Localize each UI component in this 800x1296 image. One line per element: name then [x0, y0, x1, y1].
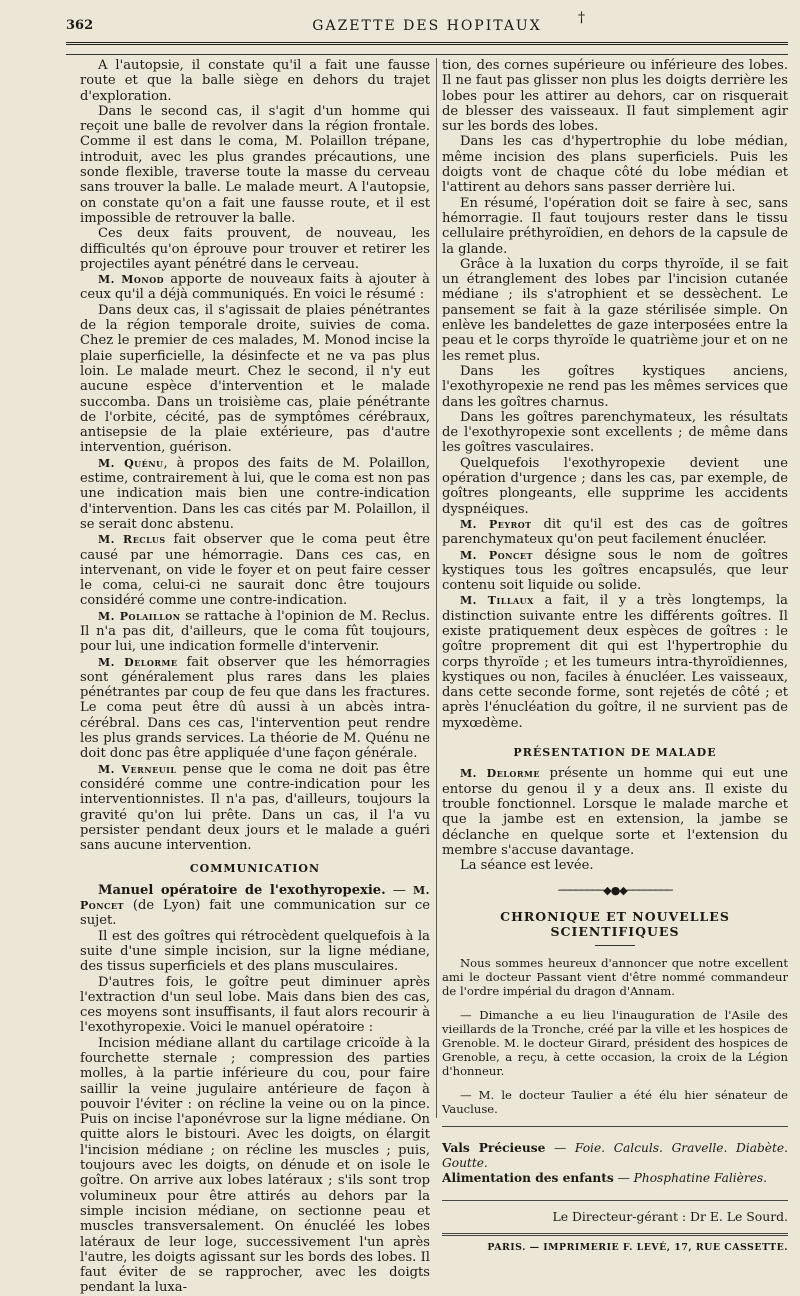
- speaker-name: M. Polaillon: [98, 609, 181, 623]
- paragraph-text: fait observer que les hémorragies sont généralement plus rares dans les plaies pénétrantes par coup de feu que dans les fractures. Le coma peut être dû aussi à un abcès intra-cérébral. Dans ces cas, l'intervention peut rendre les plus grands services. La théorie de M. Quénu ne doit donc pas être appliquée d'une façon générale.: [80, 654, 431, 762]
- paragraph-reclus: [80, 532, 430, 608]
- speaker-name: M. Monod: [98, 273, 165, 287]
- paragraph: Il est des goîtres qui rétrocèdent quelquefois à la suite d'une simple incision, sur la ligne médiane, des tissus superficiels et des plans musculaires.: [80, 928, 430, 975]
- communication-title: Manuel opératoire de l'exothyropexie.: [98, 882, 386, 898]
- dagger-mark: †: [578, 10, 585, 26]
- short-rule: [595, 945, 635, 946]
- advertisement-alimentation: [442, 1171, 788, 1186]
- paragraph-delorme: [80, 655, 430, 762]
- paragraph-text: , à propos des faits de M. Polaillon, estime, contrairement à lui, que le coma est non pas une indication mais bien une contre-indication d'intervention. Dans les cas cités par M. Polaillon, il se serait donc abstenu.: [80, 455, 431, 532]
- seance-closing: La séance est levée.: [460, 858, 594, 874]
- paragraph: Quelquefois l'exothyropexie devient une opération d'urgence ; dans les cas, par exemple, de goîtres plongeants, elle supprime les accidents dyspnéiques.: [442, 455, 788, 517]
- section-heading-communication: COMMUNICATION: [189, 862, 321, 876]
- ad-text: — Phosphatine Falières.: [613, 1171, 768, 1186]
- paragraph-text: a fait, il y a très longtemps, la distinction suivante entre les différents goîtres. Il existe pratiquement deux espèces de goîtres : le goître proprement dit qui est l'hypertrophie du corps thyroïde ; et les tumeurs intra-thyroïdiennes, kystiques ou non, faciles à énucléer. Les vaisseaux, dans cette seconde forme, sont rejetés de côté ; et après l'énucléation du goître, il ne survient pas de myxœdème.: [442, 593, 788, 731]
- section-heading-presentation: PRÉSENTATION DE MALADE: [513, 746, 717, 760]
- speaker-name: M. Reclus: [98, 533, 166, 547]
- paragraph-tillaux: [442, 593, 788, 731]
- journal-title: GAZETTE DES HOPITAUX: [312, 18, 542, 34]
- chronique-section: [442, 883, 788, 1254]
- paragraph-text: fait observer que le coma peut être causé par une hémorragie. Dans ces cas, en intervenant, on vide le foyer et on peut faire cesser le coma, celui-ci ne saurait donc être toujours considéré comme une contre-indication.: [80, 532, 431, 609]
- speaker-name: M. Poncet: [460, 548, 533, 562]
- ad-brand: Vals Précieuse: [442, 1141, 546, 1156]
- paragraph-verneuil: [80, 762, 430, 854]
- news-item: — Dimanche a eu lieu l'inauguration de l'Asile des vieillards de la Tronche, créé par la ville et les hospices de Grenoble. M. le docteur Girard, président des hospices de Grenoble, a reçu, à cette occasion, la croix de la Légion d'honneur.: [442, 1008, 788, 1079]
- right-column: [442, 58, 788, 1255]
- paragraph: A l'autopsie, il constate qu'il a fait une fausse route et que la balle siège en dehors du trajet d'exploration.: [80, 58, 430, 104]
- speaker-name: M. Tillaux: [460, 594, 534, 608]
- paragraph: Dans les cas d'hypertrophie du lobe médian, même incision des plans superficiels. Puis les doigts vont de chaque côté du lobe médian et l'attirent au dehors sans passer derrière lui.: [442, 134, 788, 196]
- paragraph-text: pense que le coma ne doit pas être considéré comme une contre-indication pour les interventionnistes. Il n'a pas, d'ailleurs, toujours la gravité qu'on lui prête. Dans un cas, il l'a vu persister pendant deux jours et le malade a guéri sans aucune intervention.: [80, 761, 430, 854]
- paragraph-peyrot: [442, 517, 788, 548]
- paragraph-quenu: [80, 456, 430, 532]
- left-column: [80, 58, 430, 1296]
- speaker-name: M. Delorme: [98, 655, 178, 669]
- page-header: [66, 10, 788, 38]
- paragraph-text: dit qu'il est des cas de goîtres parenchymateux qu'on peut facilement énucléer.: [442, 516, 788, 548]
- chronique-heading: CHRONIQUE ET NOUVELLES SCIENTIFIQUES: [500, 908, 730, 940]
- news-item: — M. le docteur Taulier a été élu hier sénateur de Vaucluse.: [442, 1088, 788, 1117]
- speaker-name: M. Verneuil: [98, 762, 177, 776]
- column-divider: [436, 58, 437, 1118]
- paragraph: D'autres fois, le goître peut diminuer après l'extraction d'un seul lobe. Mais dans bien des cas, ces moyens sont insuffisants, il faut alors recourir à l'exothyropexie. Voici le manuel opératoire :: [80, 974, 430, 1036]
- paragraph: Incision médiane allant du cartilage cricoïde à la fourchette sternale ; compression des parties molles, à la partie inférieure du cou, pour faire saillir la veine jugulaire antérieure de façon à pouvoir l'éviter : on récline la veine ou on la pince. Puis on incise l'aponévrose sur la ligne médiane. On quitte alors le bistouri. Avec les doigts, on élargit l'incision médiane ; on récline les muscles ; puis, toujours avec les doigts, on dénude et on isole le goître. On arrive aux lobes latéraux ; s'ils sont trop volumineux pour être attirés au dehors par la simple incision médiane, on sectionne peau et muscles transversalement. On énucléé les lobes latéraux de leur loge, successivement l'un après l'autre, les doigts agissant sur les bords des lobes. Il faut éviter de se rapprocher, avec les doigts pendant la luxa-: [80, 1035, 430, 1296]
- paragraph-polaillon: [80, 609, 430, 655]
- page-number: 362: [66, 18, 94, 33]
- header-rule: [66, 42, 788, 45]
- paragraph: Dans deux cas, il s'agissait de plaies pénétrantes de la région temporale droite, suivies de coma. Chez le premier de ces malades, M. Monod incise la plaie superficielle, la désinfecte et ne va pas plus loin. Le malade meurt. Chez le second, il n'y eut aucune espèce d'intervention et le malade succomba. Dans un troisième cas, plaie pénétrante de l'orbite, cécité, pas de symptômes cérébraux, antisepsie de la plaie extérieure, pas d'autre intervention, guérison.: [80, 302, 430, 456]
- news-item: Nous sommes heureux d'annoncer que notre excellent ami le docteur Passant vient d'être nommé commandeur de l'ordre impérial du dragon d'Annam.: [442, 956, 788, 999]
- advertisement-vals: [442, 1141, 788, 1171]
- paragraph: tion, des cornes supérieure ou inférieure des lobes. Il ne faut pas glisser non plus les doigts derrière les lobes pour les attirer au dehors, car on risquerait de blesser des vaisseaux. Il faut simplement agir sur les bords des lobes.: [442, 58, 788, 135]
- paragraph: Dans les goîtres kystiques anciens, l'exothyropexie ne rend pas les mêmes services que dans les goîtres charnus.: [442, 363, 788, 410]
- paragraph: En résumé, l'opération doit se faire à sec, sans hémorragie. Il faut toujours rester dans le tissu cellulaire préthyroïdien, en dehors de la capsule de la glande.: [442, 195, 788, 257]
- paragraph-text: présente un homme qui eut une entorse du genou il y a deux ans. Il existe du trouble fonctionnel. Lorsque le malade marche et que la jambe est en extension, la jambe se déclanche en quelque sorte et l'extension du membre s'accuse davantage.: [442, 766, 788, 858]
- paragraph: Dans le second cas, il s'agit d'un homme qui reçoit une balle de revolver dans la région frontale. Comme il est dans le coma, M. Polaillon trépane, introduit, avec les plus grandes précautions, une sonde flexible, traverse toute la masse du cerveau sans trouver la balle. Le malade meurt. A l'autopsie, on constate qu'on a fait une fausse route, et il est impossible de retrouver la balle.: [80, 103, 430, 226]
- paragraph: Dans les goîtres parenchymateux, les résultats de l'exothyropexie sont excellents ; de même dans les goîtres vasculaires.: [442, 409, 788, 456]
- separator: [442, 1126, 788, 1127]
- paragraph-poncet: [442, 548, 788, 594]
- ad-text: — Foie. Calculs. Gravelle. Diabète. Goutte.: [442, 1141, 788, 1171]
- paragraph-text: apporte de nouveaux faits à ajouter à ceux qu'il a déjà communiqués. En voici le résumé :: [80, 272, 430, 303]
- paragraph: Ces deux faits prouvent, de nouveau, les difficultés qu'on éprouve pour trouver et retirer les projectiles ayant pénétré dans le cerveau.: [80, 226, 430, 272]
- speaker-name: M. Quénu: [98, 456, 164, 470]
- ornament-divider: ────────◆●◆────────: [558, 884, 672, 898]
- printer-imprint: PARIS. — IMPRIMERIE F. LEVÉ, 17, RUE CASSETTE.: [442, 1233, 788, 1255]
- speaker-name: M. Poncet: [80, 883, 431, 913]
- paragraph-delorme-presentation: [442, 766, 788, 858]
- dash: —: [385, 882, 413, 898]
- paragraph-text: se rattache à l'opinion de M. Reclus. Il n'a pas dit, d'ailleurs, que le coma fût toujours, pour lui, une indication formelle d'intervenir.: [80, 608, 430, 655]
- paragraph-text: (de Lyon) fait une communication sur ce sujet.: [80, 898, 430, 929]
- speaker-name: M. Delorme: [460, 767, 540, 781]
- communication-intro: [80, 883, 430, 929]
- ad-brand: Alimentation des enfants: [442, 1171, 614, 1186]
- director-manager: Le Directeur-gérant : Dr E. Le Sourd.: [442, 1200, 788, 1224]
- speaker-name: M. Peyrot: [460, 517, 532, 531]
- news-items: [442, 956, 788, 1116]
- paragraph-monod: [80, 272, 430, 303]
- paragraph-text: désigne sous le nom de goîtres kystiques tous les goîtres encapsulés, que leur contenu soit liquide ou solide.: [442, 547, 788, 594]
- paragraph: Grâce à la luxation du corps thyroïde, il se fait un étranglement des lobes par l'incision cutanée médiane ; ils s'atrophient et se dessèchent. Le pansement se fait à la gaze stérilisée simple. On enlève les bandelettes de gaze interposées entre la peau et le corps thyroïde le quatrième jour et on ne les remet plus.: [442, 256, 788, 364]
- header-rule-thin: [66, 54, 788, 55]
